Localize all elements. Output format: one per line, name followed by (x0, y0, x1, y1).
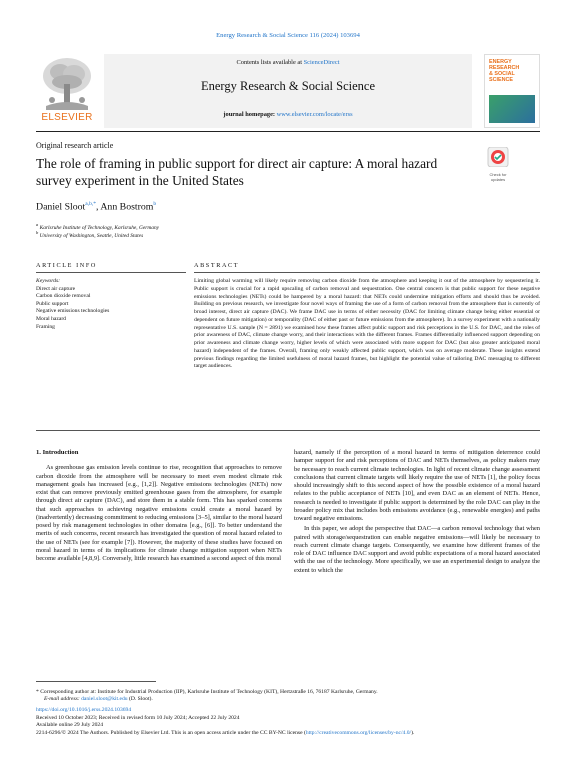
author-separator: , (95, 201, 99, 213)
check-for-updates-badge[interactable] (484, 147, 512, 182)
sciencedirect-link[interactable]: ScienceDirect (303, 59, 340, 66)
keywords-label: Keywords: (36, 278, 61, 284)
cover-line-4: SCIENCE (489, 77, 513, 83)
cover-line-1: ENERGY (489, 59, 512, 65)
article-info-heading: ARTICLE INFO (36, 262, 97, 269)
keywords-block (36, 278, 186, 331)
cover-title-block (489, 59, 535, 91)
keyword-item: Moral hazard (36, 315, 66, 322)
keyword-item: Direct air capture (36, 285, 76, 292)
header-rule (36, 131, 540, 132)
author-2[interactable]: Ann Bostrom (100, 201, 154, 213)
crossmark-icon (484, 147, 512, 167)
cover-line-2: RESEARCH (489, 65, 520, 71)
contents-line (104, 59, 472, 66)
intro-paragraph: In this paper, we adopt the perspective that DAC—a carbon removal technology that when paired with storage/sequestration can enable negative emissions—will likely be necessary to reach current climate change targets. Consequently, we examine how different frames of the role of DAC influence DAC support and avoid public expectations of a moral hazard associated with the use of the technology. More specifically, we use an experimental design to analyze the extent to which the (294, 525, 540, 574)
article-info-rule (36, 272, 186, 273)
keyword-item: Negative emissions technologies (36, 308, 110, 315)
affiliation-a-marker: a (36, 222, 39, 227)
abstract-text: Limiting global warming will likely require removing carbon dioxide from the atmosphere and keeping it out of the atmosphere by sequestering it. Public support is crucial for a rapid upscaling of carbon removal and sequestration. One central concern is that public support for these negative emissions technologies (NETs) could be hampered by a moral hazard: that NETs could undermine mitigation efforts and should thus be avoided. Building on previous research, we investigate four novel ways of framing the use of a form of carbon removal from the atmosphere that is currently of broad interest, direct air capture (DAC). We frame DAC use in terms of either necessity (DAC for limiting climate change being either essential or dependent on future mitigation) or temporality (DAC of either past or future emissions from the atmosphere). In a survey experiment with a nationally representative U.S. sample (N = 2891) we examined how these frames affect public support and risk perceptions in the U.S. for DAC, and the roles of prior awareness of DAC, climate change worry, and their interactions with the different frames. Frames differentially influenced support depending on prior awareness and climate change worry, higher levels of which were associated with more support for DAC (but also greater anticipated moral hazard) independent of the frames. Overall, framing only weakly affected public support, which was on average moderate. These insights extend previous findings regarding the limited usefulness of moral hazard frames, but highlight the potential value of tailoring DAC messaging to different target audiences. (194, 278, 540, 370)
corresponding-author-note: * Corresponding author at: Institute for Industrial Production (IIP), Karlsruhe Institute of Technology (KIT), Hertzstraße 16, 76187 Karlsruhe, Germany. (36, 689, 378, 695)
publisher-name: ELSEVIER (41, 112, 93, 123)
keyword-item: Framing (36, 323, 55, 330)
intro-heading: 1. Introduction (36, 449, 79, 456)
elsevier-logo[interactable] (36, 54, 98, 128)
keyword-item: Public support (36, 300, 69, 307)
doi-link[interactable]: https://doi.org/10.1016/j.erss.2024.103694 (36, 707, 132, 713)
journal-header (36, 54, 540, 128)
journal-banner (104, 54, 472, 128)
intro-right-column (294, 449, 540, 575)
received-dates: Received 10 October 2023; Received in revised form 10 July 2024; Accepted 22 July 2024 (36, 714, 240, 721)
affiliation-b (36, 230, 143, 239)
crossmark-label: Check for updates (489, 172, 507, 182)
homepage-line (104, 111, 472, 118)
affiliation-b-marker: b (36, 230, 39, 235)
author-1-affil[interactable]: a,b,* (85, 201, 96, 207)
footnote-rule (36, 681, 156, 682)
contents-prefix: Contents lists available at (236, 59, 303, 66)
journal-title: Energy Research & Social Science (200, 79, 375, 93)
author-2-affil[interactable]: b (153, 201, 157, 207)
cover-line-3: & SOCIAL (489, 71, 515, 77)
available-online: Available online 29 July 2024 (36, 722, 104, 729)
email-label: E-mail address: (44, 696, 80, 703)
abstract-rule (194, 272, 540, 273)
intro-paragraph: hazard, namely if the perception of a moral hazard in terms of mitigation deterrence could hamper support for and risk perceptions of DAC and NETs themselves, as policy makers may be necessary to reach current climate technologies. In light of recent climate change assessment conclusions that current climate targets will likely require the use of NETs [1], the policy focus should increasingly shift to this second aspect of how the possible existence of a moral hazard relates to the public acceptance of NETs [10], and even DAC as an element of NETs. Hence, research is needed to investigate if public support is determined by the role DAC can play in the broader policy mix that includes both emissions avoidance (e.g., renewable energies) and paths toward negative emissions. (294, 449, 540, 522)
license-link[interactable]: http://creativecommons.org/licenses/by-nc/4.0/ (305, 729, 412, 736)
homepage-link[interactable]: www.elsevier.com/locate/erss (276, 111, 353, 118)
journal-cover[interactable] (484, 54, 540, 128)
homepage-prefix: journal homepage: (223, 111, 276, 118)
author-1[interactable]: Daniel Sloot (36, 201, 86, 213)
author-list (36, 201, 156, 212)
affiliation-a-text: Karlsruhe Institute of Technology, Karlsruhe, Germany (39, 224, 160, 231)
footnotes (36, 689, 540, 704)
email-suffix: (D. Sloot). (128, 696, 153, 703)
intro-left-column (36, 449, 282, 563)
cover-image (489, 95, 535, 123)
journal-reference[interactable]: Energy Research & Social Science 116 (2024) 103694 (216, 32, 360, 39)
license-statement (36, 730, 540, 738)
intro-paragraph: As greenhouse gas emission levels continue to rise, recognition that approaches to remove carbon dioxide from the atmosphere will be necessary to meet even modest climate risk management goals has increased [e.g., [1,2]]. Negative emissions technologies (NETs) now exist that can remove previously emitted greenhouse gases from the atmosphere, for example through direct air capture (DAC), and store them in a stable form. This has sparked concerns that such approaches to achieving negative emissions could create a moral hazard by (inadvertently) decreasing commitment to reducing emissions [3–5], similar to the moral hazard posed by risk management technologies in other domains [e.g., [6]]. To better understand the merits of such concerns, recent research has investigated the question of moral hazard related to the use of NETs (see for example [7]). However, the majority of these studies have focused on moral hazard in terms of its implications for climate change mitigation support when NETs become available [4,8,9]. Conversely, little research has examined a second aspect of this moral (36, 464, 282, 562)
license-end: ). (411, 729, 415, 736)
publication-info (36, 707, 540, 737)
email-link[interactable]: daniel.sloot@kit.edu (81, 696, 128, 703)
affiliation-b-text: University of Washington, Seattle, United States (39, 232, 144, 239)
article-title: The role of framing in public support for direct air capture: A moral hazard survey experiment in the United States (36, 156, 438, 188)
license-text: 2214-6296/© 2024 The Authors. Published by Elsevier Ltd. This is an open access article under the CC BY-NC license ( (36, 729, 306, 736)
keyword-item: Carbon dioxide removal (36, 293, 91, 300)
article-type: Original research article (36, 141, 114, 150)
abstract-end-rule (36, 430, 540, 431)
abstract-heading: ABSTRACT (194, 262, 240, 269)
